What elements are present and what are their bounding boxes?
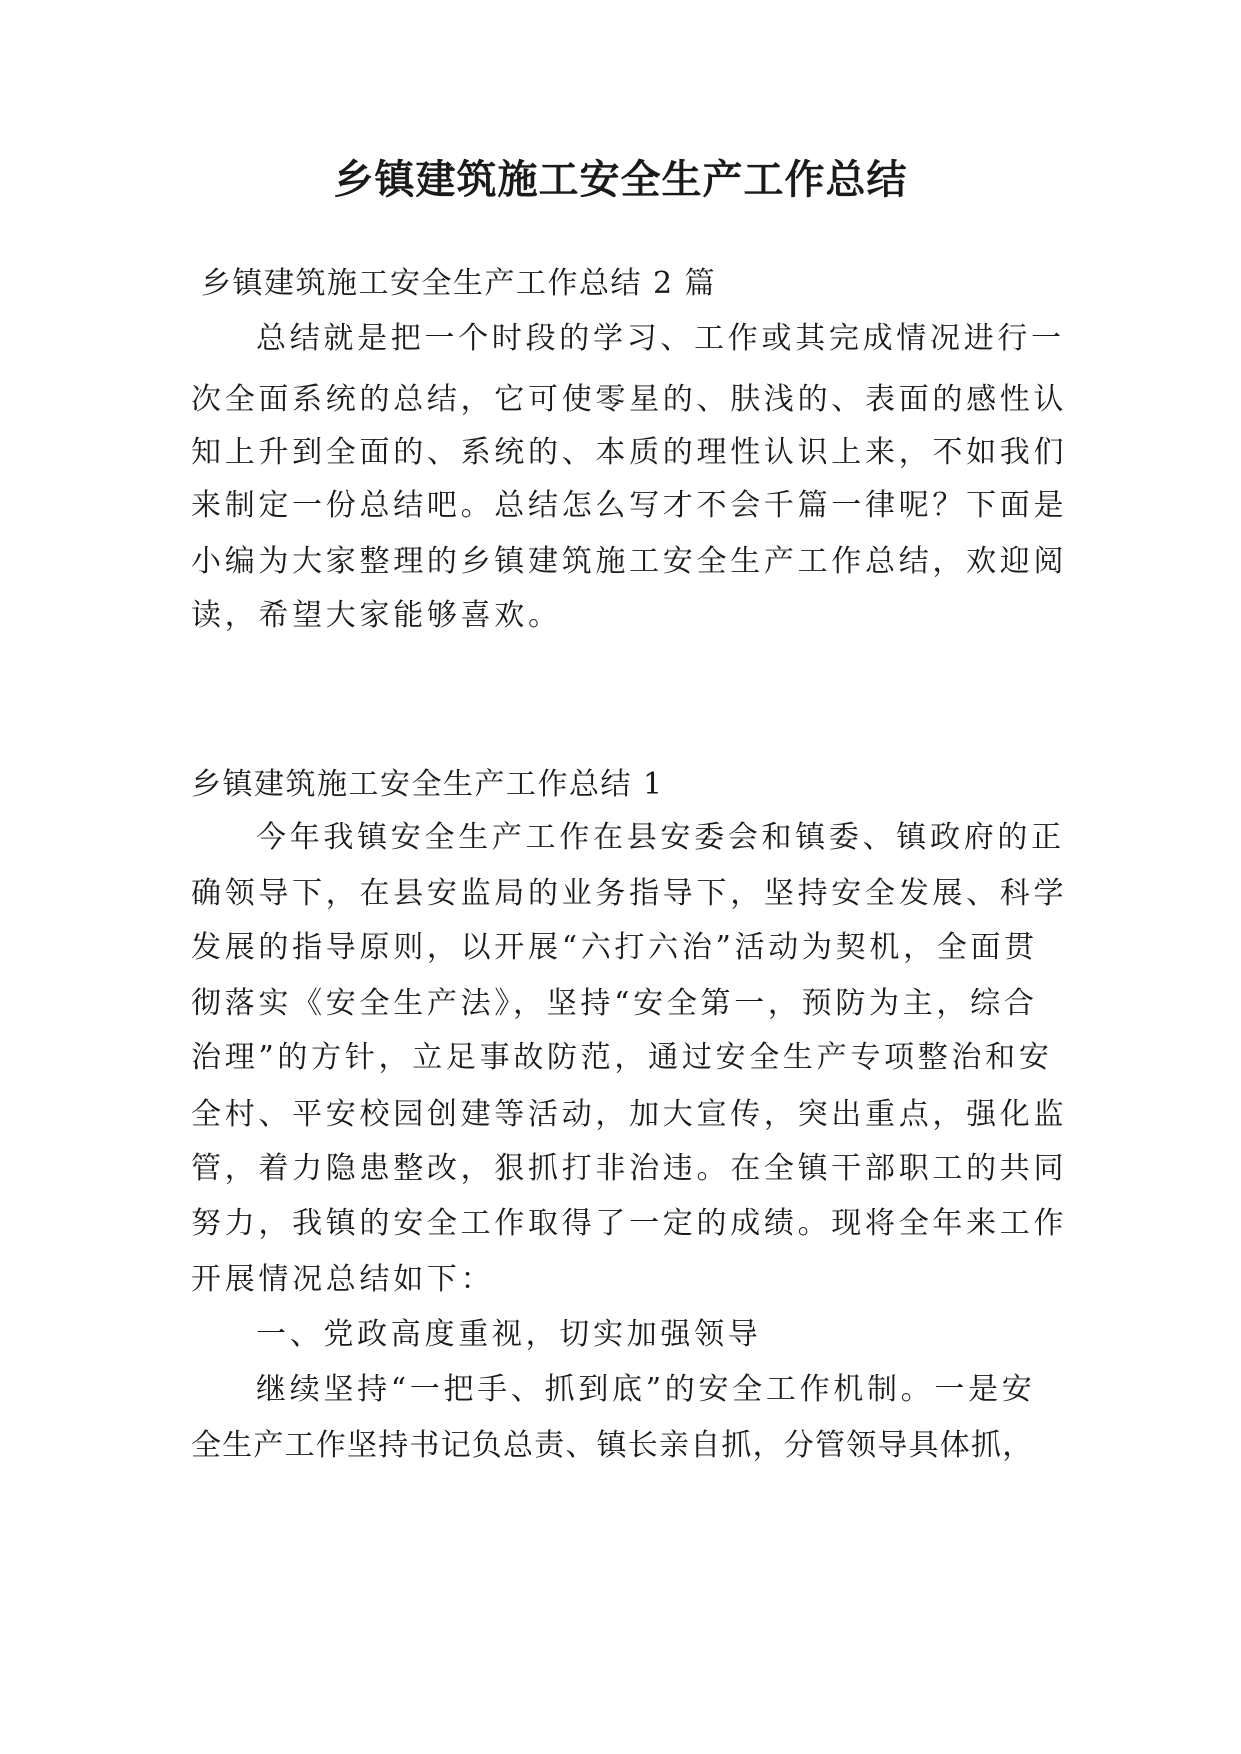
paragraph-line: 次全面系统的总结，它可使零星的、肤浅的、表面的感性认 — [191, 382, 1068, 417]
document-title: 乡镇建筑施工安全生产工作总结 — [333, 157, 908, 203]
paragraph-line: 开展情况总结如下： — [191, 1262, 495, 1297]
paragraph-line: 继续坚持“一把手、抓到底”的安全工作机制。一是安 — [256, 1372, 1036, 1407]
subtitle-line: 乡镇建筑施工安全生产工作总结 2 篇 — [201, 266, 717, 301]
paragraph-line: 确领导下，在县安监局的业务指导下，坚持安全发展、科学 — [191, 876, 1068, 911]
paragraph-line: 彻落实《安全生产法》，坚持“安全第一，预防为主，综合 — [191, 986, 1038, 1021]
paragraph-line: 全村、平安校园创建等活动，加大宣传，突出重点，强化监 — [191, 1097, 1068, 1132]
paragraph-line: 全生产工作坚持书记负总责、镇长亲自抓，分管领导具体抓， — [191, 1428, 1034, 1463]
paragraph-line: 知上升到全面的、系统的、本质的理性认识上来，不如我们 — [191, 435, 1068, 470]
section-subheading: 一、党政高度重视，切实加强领导 — [256, 1317, 762, 1352]
paragraph-line: 发展的指导原则，以开展“六打六治”活动为契机，全面贯 — [191, 930, 1038, 965]
paragraph-line: 小编为大家整理的乡镇建筑施工安全生产工作总结，欢迎阅 — [191, 544, 1068, 579]
paragraph-line: 读，希望大家能够喜欢。 — [191, 598, 562, 633]
paragraph-line: 努力，我镇的安全工作取得了一定的成绩。现将全年来工作 — [191, 1206, 1068, 1241]
paragraph-line: 来制定一份总结吧。总结怎么写才不会千篇一律呢？下面是 — [191, 488, 1068, 523]
section-heading: 乡镇建筑施工安全生产工作总结 1 — [191, 767, 664, 802]
paragraph-line: 管，着力隐患整改，狠抓打非治违。在全镇干部职工的共同 — [191, 1151, 1068, 1186]
paragraph-line: 今年我镇安全生产工作在县安委会和镇委、镇政府的正 — [256, 820, 1065, 855]
paragraph-line: 治理”的方针，立足事故防范，通过安全生产专项整治和安 — [191, 1040, 1053, 1075]
paragraph-line: 总结就是把一个时段的学习、工作或其完成情况进行一 — [256, 321, 1065, 356]
